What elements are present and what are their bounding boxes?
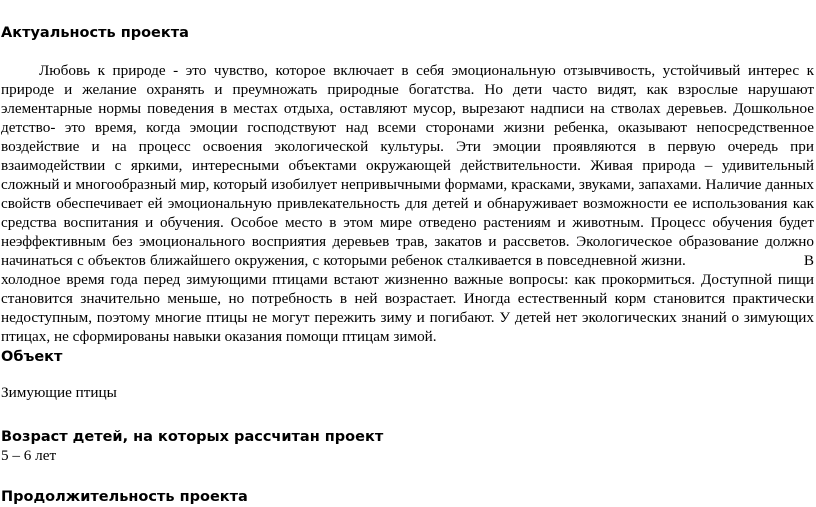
children-age-text: 5 – 6 лет (1, 447, 57, 464)
relevance-text-part2: В холодное время года перед зимующими птицами встают жизненно важные вопросы: как прокормиться. Доступной пищи становится значительно меньше, но потребность в ней возрастает. Иногда естественный корм становится практически недоступным, поэтому многие птицы не могут пережить зиму и погибают. У детей нет экологических знаний о зимующих птицах, не сформированы навыки оказания помощи птицам зимой. (1, 252, 814, 345)
children-age-heading: Возраст детей, на которых рассчитан проект (1, 429, 384, 445)
object-heading: Объект (1, 349, 63, 365)
object-text: Зимующие птицы (1, 384, 117, 401)
relevance-text-part1: Любовь к природе - это чувство, которое включает в себя эмоциональную отзывчивость, устойчивый интерес к природе и желание охранять и преумножать природные богатства. Но дети часто видят, как взрослые нарушают элементарные нормы поведения в местах отдыха, оставляют мусор, вырезают надписи на стволах деревьев. Дошкольное детство- это время, когда эмоции господствуют над всеми сторонами жизни ребенка, оказывают непосредственное воздействие и на процесс освоения экологической культуры. Эти эмоции проявляются в первую очередь при взаимодействии с яркими, интересными объектами окружающей действительности. Живая природа – удивительный сложный и многообразный мир, который изобилует непривычными формами, красками, звуками, запахами. Наличие данных свойств обеспечивает ей эмоциональную привлекательность для детей и обнаруживает возможности ее использования как средства воспитания и обучения. Особое место в этом мире отведено растениям и животным. Процесс обучения будет неэффективным без эмоционального восприятия деревьев трав, закатов и рассветов. Экологическое образование должно начинаться с объектов ближайшего окружения, с которыми ребенок сталкивается в повседневной жизни. (1, 62, 814, 269)
project-duration-heading: Продолжительность проекта (1, 489, 248, 505)
relevance-heading: Актуальность проекта (1, 25, 189, 41)
relevance-paragraph (1, 61, 814, 346)
